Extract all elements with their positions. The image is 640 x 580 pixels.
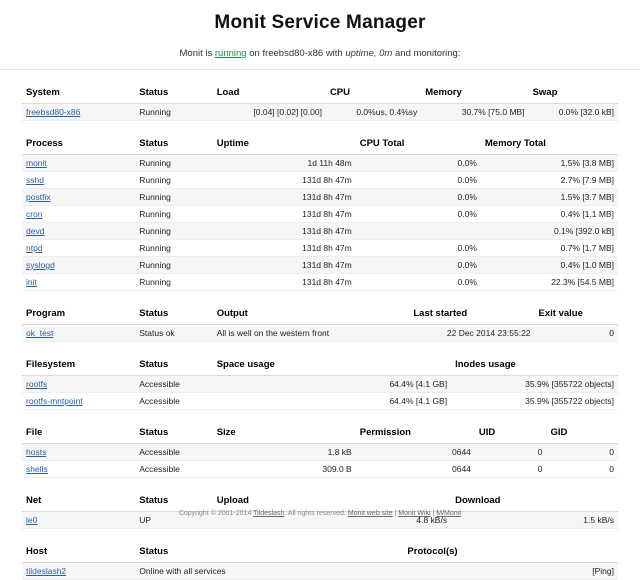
process-uptime: 131d 8h 47m: [213, 257, 356, 274]
filesystem-space-usage: 64.4% [4.1 GB]: [213, 393, 451, 410]
monit-web-site-link[interactable]: Monit web site: [347, 510, 393, 517]
host-name-cell: [22, 563, 135, 580]
file-size: 309.0 B: [213, 461, 356, 478]
process-memory-total: 0.4% [1.1 MB]: [481, 206, 618, 223]
process-link[interactable]: monit: [26, 158, 47, 168]
net-header-row: [22, 492, 618, 512]
process-uptime: 131d 8h 47m: [213, 189, 356, 206]
table-row: [22, 223, 618, 240]
system-link[interactable]: freebsd80-x86: [26, 107, 81, 117]
table-row: [22, 274, 618, 291]
host-link[interactable]: tildeslash2: [26, 566, 67, 576]
system-swap: 0.0% [32.0 kB]: [529, 104, 618, 121]
net-status: UP: [135, 512, 212, 529]
process-cpu-total: 0.0%: [356, 257, 481, 274]
table-row: [22, 563, 618, 580]
file-name-cell: [22, 461, 135, 478]
process-col-cpu-total: CPU Total: [356, 135, 481, 155]
process-status: Running: [135, 189, 212, 206]
process-name-cell: [22, 189, 135, 206]
filesystem-name-cell: [22, 393, 135, 410]
filesystem-inodes-usage: 35.9% [355722 objects]: [451, 376, 618, 393]
program-table: [22, 305, 618, 342]
file-link[interactable]: shells: [26, 464, 48, 474]
file-col-permission: Permission: [356, 424, 475, 444]
uptime-label: uptime, 0m: [345, 48, 393, 59]
process-cpu-total: 0.0%: [356, 172, 481, 189]
process-memory-total: 1.5% [3.8 MB]: [481, 155, 618, 172]
filesystem-inodes-usage: 35.9% [355722 objects]: [451, 393, 618, 410]
file-size: 1.8 kB: [213, 444, 356, 461]
footer-sep-2: |: [430, 510, 437, 517]
file-name-cell: [22, 444, 135, 461]
process-uptime: 1d 11h 48m: [213, 155, 356, 172]
system-col-memory: Memory: [421, 84, 528, 104]
process-cpu-total: 0.0%: [356, 189, 481, 206]
process-cpu-total: 0.0%: [356, 240, 481, 257]
filesystem-link[interactable]: rootfs: [26, 379, 48, 389]
page-footer: [0, 510, 640, 521]
net-col-net: Net: [22, 492, 135, 512]
footer-copyright: Copyright © 2001-2014: [178, 510, 254, 517]
table-row: [22, 257, 618, 274]
host-col-status: Status: [135, 543, 403, 563]
program-col-last-started: Last started: [409, 305, 534, 325]
filesystem-space-usage: 64.4% [4.1 GB]: [213, 376, 451, 393]
table-row: [22, 155, 618, 172]
host-table: [22, 543, 618, 580]
process-uptime: 131d 8h 47m: [213, 172, 356, 189]
process-link[interactable]: init: [26, 277, 37, 287]
table-row: [22, 104, 618, 121]
process-col-memory-total: Memory Total: [481, 135, 618, 155]
program-name-cell: [22, 325, 135, 342]
host-col-protocols: Protocol(s): [403, 543, 618, 563]
file-permission: 0644: [356, 444, 475, 461]
table-row: [22, 206, 618, 223]
host-header-row: [22, 543, 618, 563]
process-status: Running: [135, 155, 212, 172]
process-name-cell: [22, 206, 135, 223]
system-col-swap: Swap: [529, 84, 618, 104]
filesystem-status: Accessible: [135, 376, 212, 393]
process-link[interactable]: syslogd: [26, 260, 55, 270]
process-name-cell: [22, 240, 135, 257]
process-uptime: 131d 8h 47m: [213, 223, 356, 240]
process-cpu-total: 0.0%: [356, 206, 481, 223]
process-memory-total: 0.1% [392.0 kB]: [481, 223, 618, 240]
net-col-status: Status: [135, 492, 212, 512]
tildeslash-link[interactable]: Tildeslash: [253, 510, 285, 517]
program-col-status: Status: [135, 305, 212, 325]
net-upload: 4.8 kB/s: [213, 512, 451, 529]
table-row: [22, 393, 618, 410]
page-header: [0, 0, 640, 70]
running-link[interactable]: running: [214, 48, 247, 59]
net-col-download: Download: [451, 492, 618, 512]
program-link[interactable]: ok_test: [26, 328, 54, 338]
process-uptime: 131d 8h 47m: [213, 240, 356, 257]
file-table: [22, 424, 618, 478]
process-name-cell: [22, 257, 135, 274]
process-link[interactable]: sshd: [26, 175, 44, 185]
host-col-host: Host: [22, 543, 135, 563]
file-status: Accessible: [135, 444, 212, 461]
process-memory-total: 2.7% [7.9 MB]: [481, 172, 618, 189]
file-uid: 0: [475, 461, 547, 478]
host-status: Online with all services: [135, 563, 403, 580]
process-memory-total: 22.3% [54.5 MB]: [481, 274, 618, 291]
process-status: Running: [135, 274, 212, 291]
filesystem-status: Accessible: [135, 393, 212, 410]
system-memory: 30.7% [75.0 MB]: [421, 104, 528, 121]
table-row: [22, 325, 618, 342]
process-col-status: Status: [135, 135, 212, 155]
process-name-cell: [22, 223, 135, 240]
file-col-uid: UID: [475, 424, 547, 444]
file-status: Accessible: [135, 461, 212, 478]
table-row: [22, 376, 618, 393]
process-status: Running: [135, 257, 212, 274]
program-exit-value: 0: [535, 325, 618, 342]
process-memory-total: 0.7% [1.7 MB]: [481, 240, 618, 257]
host-protocols: [Ping]: [403, 563, 618, 580]
table-row: [22, 172, 618, 189]
program-header-row: [22, 305, 618, 325]
status-line: [0, 48, 640, 59]
file-header-row: [22, 424, 618, 444]
status-mid: on freebsd80-x86 with: [246, 48, 346, 59]
file-col-size: Size: [213, 424, 356, 444]
tables-container: [0, 70, 640, 580]
mmonit-link[interactable]: M/Monit: [436, 510, 462, 517]
system-col-load: Load: [213, 84, 326, 104]
table-row: [22, 461, 618, 478]
filesystem-col-inodes-usage: Inodes usage: [451, 356, 618, 376]
status-prefix: Monit is: [179, 48, 215, 59]
program-col-output: Output: [213, 305, 410, 325]
process-uptime: 131d 8h 47m: [213, 206, 356, 223]
process-status: Running: [135, 223, 212, 240]
monit-wiki-link[interactable]: Monit Wiki: [398, 510, 431, 517]
footer-rights: . All rights reserved.: [284, 510, 348, 517]
net-download: 1.5 kB/s: [451, 512, 618, 529]
program-output: All is well on the western front: [213, 325, 410, 342]
filesystem-col-space-usage: Space usage: [213, 356, 451, 376]
system-col-status: Status: [135, 84, 212, 104]
process-status: Running: [135, 206, 212, 223]
process-col-uptime: Uptime: [213, 135, 356, 155]
net-col-upload: Upload: [213, 492, 451, 512]
net-link[interactable]: le0: [26, 515, 38, 525]
program-col-program: Program: [22, 305, 135, 325]
table-row: [22, 444, 618, 461]
system-header-row: [22, 84, 618, 104]
process-table: [22, 135, 618, 291]
file-col-file: File: [22, 424, 135, 444]
process-status: Running: [135, 172, 212, 189]
filesystem-col-status: Status: [135, 356, 212, 376]
file-col-status: Status: [135, 424, 212, 444]
file-uid: 0: [475, 444, 547, 461]
filesystem-name-cell: [22, 376, 135, 393]
footer-sep-1: |: [392, 510, 399, 517]
process-name-cell: [22, 155, 135, 172]
process-cpu-total: [356, 223, 481, 240]
system-table: [22, 84, 618, 121]
filesystem-col-filesystem: Filesystem: [22, 356, 135, 376]
process-link[interactable]: ntpd: [26, 243, 43, 253]
process-uptime: 131d 8h 47m: [213, 274, 356, 291]
table-row: [22, 240, 618, 257]
program-status: Status ok: [135, 325, 212, 342]
filesystem-header-row: [22, 356, 618, 376]
page-title: Monit Service Manager: [214, 12, 426, 33]
table-row: [22, 189, 618, 206]
process-cpu-total: 0.0%: [356, 274, 481, 291]
process-link[interactable]: postfix: [26, 192, 51, 202]
file-gid: 0: [546, 444, 618, 461]
program-last-started: 22 Dec 2014 23:55:22: [409, 325, 534, 342]
system-col-cpu: CPU: [326, 84, 421, 104]
file-link[interactable]: hosts: [26, 447, 47, 457]
process-status: Running: [135, 240, 212, 257]
process-link[interactable]: devd: [26, 226, 45, 236]
process-col-process: Process: [22, 135, 135, 155]
program-col-exit-value: Exit value: [535, 305, 618, 325]
system-status: Running: [135, 104, 212, 121]
file-gid: 0: [546, 461, 618, 478]
filesystem-table: [22, 356, 618, 410]
process-memory-total: 1.5% [3.7 MB]: [481, 189, 618, 206]
system-cpu: 0.0%us, 0.4%sy: [326, 104, 421, 121]
process-name-cell: [22, 172, 135, 189]
system-load: [0.04] [0.02] [0.00]: [213, 104, 326, 121]
file-col-gid: GID: [546, 424, 618, 444]
system-col-system: System: [22, 84, 135, 104]
filesystem-link[interactable]: rootfs-mntpoint: [26, 396, 83, 406]
system-name-cell: [22, 104, 135, 121]
process-header-row: [22, 135, 618, 155]
status-suffix: and monitoring:: [392, 48, 461, 59]
process-link[interactable]: cron: [26, 209, 43, 219]
process-memory-total: 0.4% [1.0 MB]: [481, 257, 618, 274]
process-name-cell: [22, 274, 135, 291]
file-permission: 0644: [356, 461, 475, 478]
process-cpu-total: 0.0%: [356, 155, 481, 172]
